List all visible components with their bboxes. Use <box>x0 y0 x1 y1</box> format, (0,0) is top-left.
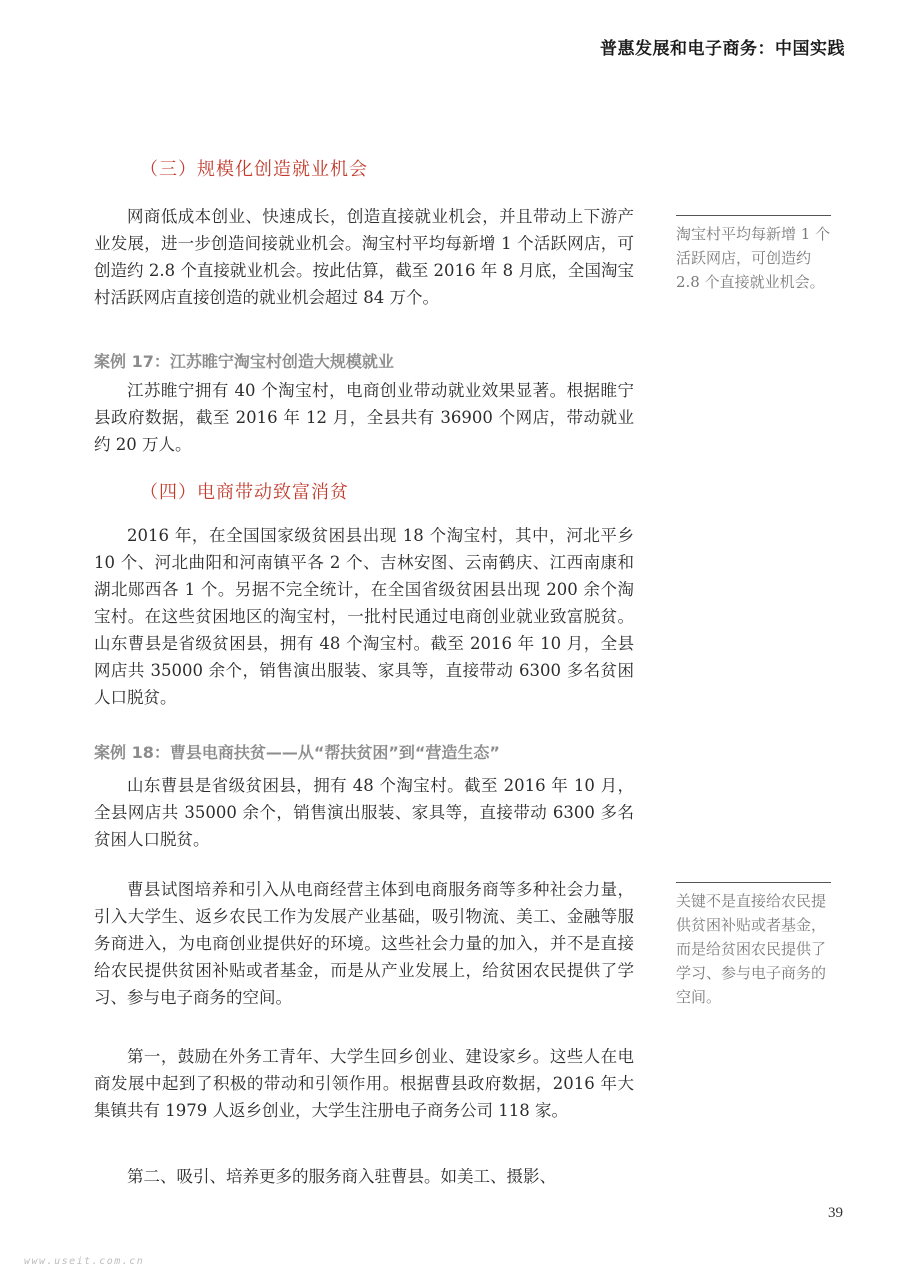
case-18-heading: 案例 18：曹县电商扶贫——从“帮扶贫困”到“营造生态” <box>94 743 500 762</box>
case-17-heading: 案例 17：江苏睢宁淘宝村创造大规模就业 <box>94 352 394 371</box>
body-paragraph: 2016 年，在全国国家级贫困县出现 18 个淘宝村，其中，河北平乡 10 个、河北曲阳和河南镇平各 2 个、吉林安图、云南鹤庆、江西南康和湖北郧西各 1 个。另据不完全统计，在全国省级贫困县出现 200 余个淘宝村。在这些贫困地区的淘宝村，一批村民通过电商创业就业致富脱贫。山东曹县是省级贫困县，拥有 48 个淘宝村。截至 2016 年 10 月，全县网店共 35000 余个，销售演出服装、家具等，直接带动 6300 多名贫困人口脱贫。 <box>94 526 634 707</box>
body-paragraph: 第一，鼓励在外务工青年、大学生回乡创业、建设家乡。这些人在电商发展中起到了积极的带动和引领作用。根据曹县政府数据，2016 年大集镇共有 1979 人返乡创业，大学生注册电子商务公司 118 家。 <box>94 1047 634 1120</box>
body-paragraph: 山东曹县是省级贫困县，拥有 48 个淘宝村。截至 2016 年 10 月，全县网店共 35000 余个，销售演出服装、家具等，直接带动 6300 多名贫困人口脱贫。 <box>94 776 634 849</box>
body-paragraph: 江苏睢宁拥有 40 个淘宝村，电商创业带动就业效果显著。根据睢宁县政府数据，截至 2016 年 12 月，全县共有 36900 个网店，带动就业约 20 万人。 <box>94 381 634 454</box>
section-heading-3: （三）规模化创造就业机会 <box>140 159 368 180</box>
body-paragraph: 网商低成本创业、快速成长，创造直接就业机会，并且带动上下游产业发展，进一步创造间接就业机会。淘宝村平均每新增 1 个活跃网店，可创造约 2.8 个直接就业机会。按此估算，截至 2016 年 8 月底，全国淘宝村活跃网店直接创造的就业机会超过 84 万个。 <box>94 207 634 307</box>
body-paragraph: 第二、吸引、培养更多的服务商入驻曹县。如美工、摄影、 <box>127 1167 556 1186</box>
watermark: www.useit.com.cn <box>24 1256 145 1267</box>
page-number: 39 <box>828 1205 843 1221</box>
running-header: 普惠发展和电子商务：中国实践 <box>600 39 845 59</box>
sidenote-poverty: 关键不是直接给农民提供贫困补贴或者基金，而是给贫困农民提供了学习、参与电子商务的空间。 <box>676 882 831 1009</box>
section-heading-4: （四）电商带动致富消贫 <box>140 482 349 503</box>
sidenote-employment: 淘宝村平均每新增 1 个活跃网店，可创造约 2.8 个直接就业机会。 <box>676 215 831 294</box>
body-paragraph: 曹县试图培养和引入从电商经营主体到电商服务商等多种社会力量，引入大学生、返乡农民工作为发展产业基础，吸引物流、美工、金融等服务商进入，为电商创业提供好的环境。这些社会力量的加入，并不是直接给农民提供贫困补贴或者基金，而是从产业发展上，给贫困农民提供了学习、参与电子商务的空间。 <box>94 880 634 1007</box>
